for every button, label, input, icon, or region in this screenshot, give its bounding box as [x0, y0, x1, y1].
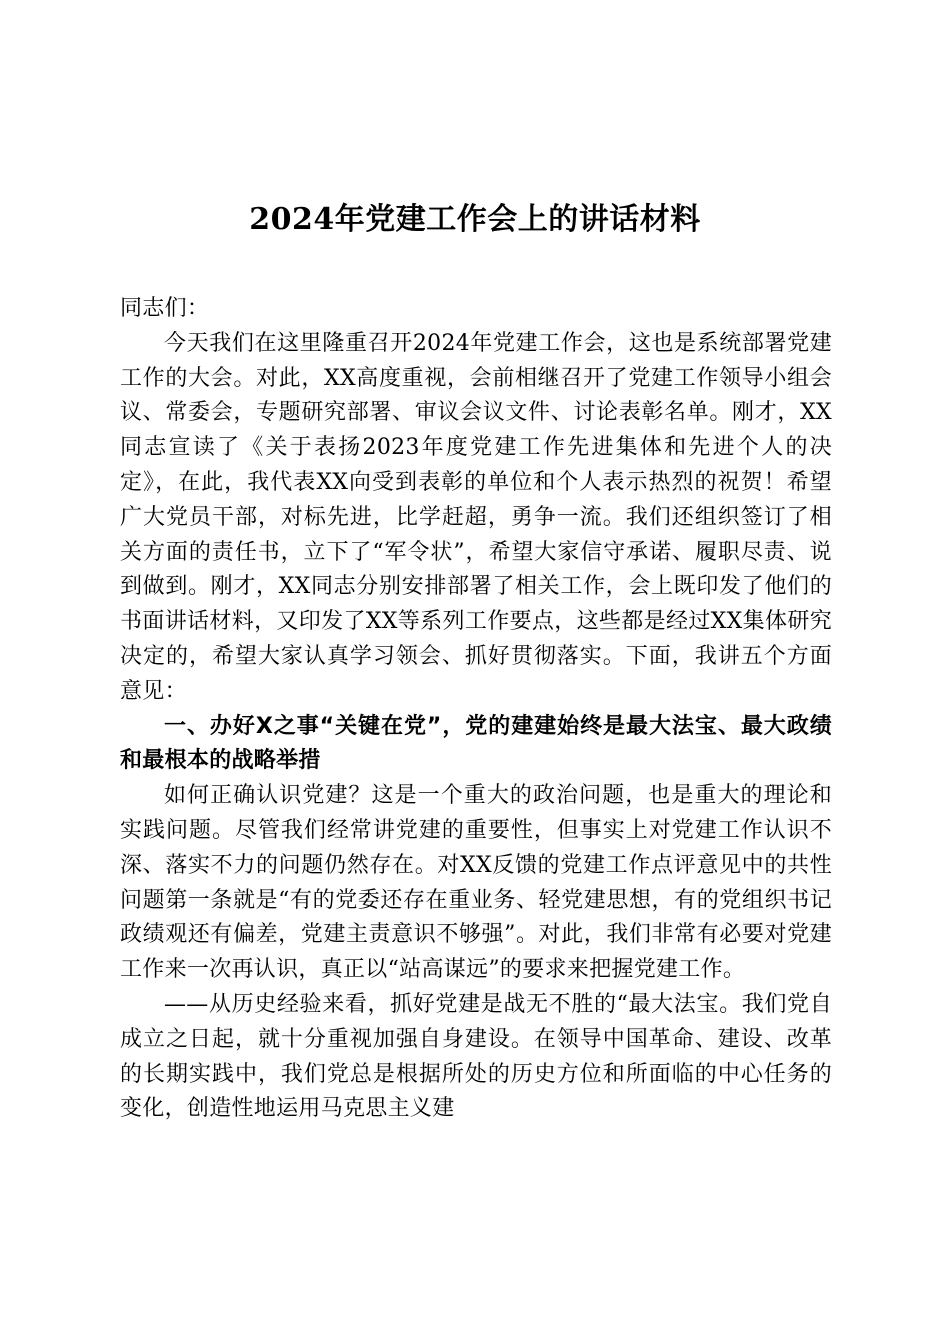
document-body — [120, 292, 832, 1127]
body-paragraph: ——从历史经验来看，抓好党建是战无不胜的“最大法宝。我们党自成立之日起，就十分重视加强自身建设。在领导中国革命、建设、改革的长期实践中，我们党总是根据所处的历史方位和所面临的中心任务的变化，创造性地运用马克思主义建 — [120, 991, 832, 1122]
document-title: 2024年党建工作会上的讲话材料 — [249, 202, 701, 237]
body-paragraph: 今天我们在这里隆重召开2024年党建工作会，这也是系统部署党建工作的大会。对此，XX高度重视，会前相继召开了党建工作领导小组会议、常委会，专题研究部署、审议会议文件、讨论表彰名单。刚才，XX同志宣读了《关于表扬2023年度党建工作先进集体和先进个人的决定》，在此，我代表XX向受到表彰的单位和个人表示热烈的祝贺！希望广大党员干部，对标先进，比学赶超，勇争一流。我们还组织签订了相关方面的责任书，立下了“军令状”，希望大家信守承诺、履职尽责、说到做到。刚才，XX同志分别安排部署了相关工作，会上既印发了他们的书面讲话材料，又印发了XX等系列工作要点，这些都是经过XX集体研究决定的，希望大家认真学习领会、抓好贯彻落实。下面，我讲五个方面意见： — [120, 330, 832, 704]
section-heading: 一、办好X之事“关键在党”，党的建建始终是最大法宝、最大政绩和最根本的战略举措 — [120, 713, 832, 774]
body-paragraph: 如何正确认识党建？这是一个重大的政治问题，也是重大的理论和实践问题。尽管我们经常讲党建的重要性，但事实上对党建工作认识不深、落实不力的问题仍然存在。对XX反馈的党建工作点评意见中的共性问题第一条就是“有的党委还存在重业务、轻党建思想，有的党组织书记政绩观还有偏差，党建主责意识不够强”。对此，我们非常有必要对党建工作来一次再认识，真正以“站高谋远”的要求来把握党建工作。 — [120, 783, 832, 983]
salutation: 同志们： — [120, 296, 210, 321]
